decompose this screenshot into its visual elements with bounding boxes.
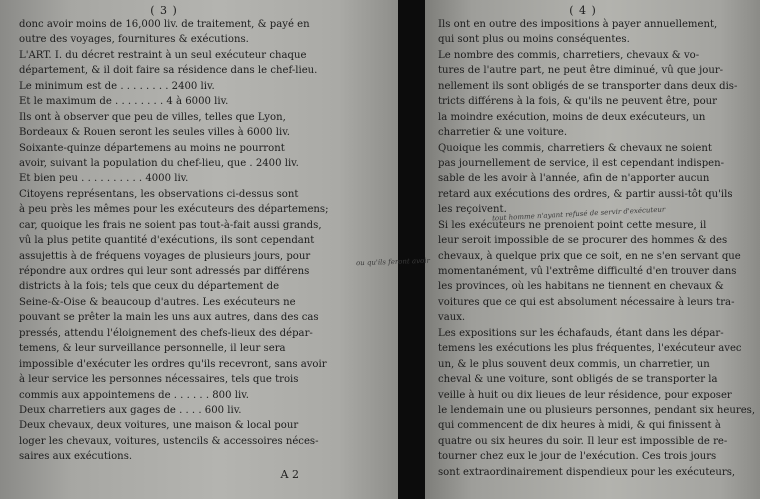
text-line: qui sont plus ou moins conséquentes. (438, 34, 630, 46)
text-line: Le nombre des commis, charretiers, chevaux & vo- (438, 49, 700, 61)
text-line: chevaux, à quelque prix que ce soit, en ne s'en servant que (438, 250, 741, 262)
text-line: à peu près les mêmes pour les exécuteurs des départemens; (19, 204, 329, 216)
text-line: temens, & leur surveillance personnelle, il leur sera (19, 343, 286, 355)
text-line: Et le maximum de . . . . . . . . 4 à 6000 liv. (19, 96, 229, 108)
right-page-number: ( 4 ) (569, 4, 597, 17)
text-line: districts à la fois; tels que ceux du département de (19, 281, 280, 293)
text-line: saires aux exécutions. (19, 451, 133, 463)
text-line: qui commencent de dix heures à midi, & qui finissent à (438, 420, 721, 432)
text-line: voitures que ce qui est absolument nécessaire à leurs tra- (438, 296, 735, 308)
text-line: Deux charretiers aux gages de . . . . 600 liv. (19, 404, 242, 416)
book-gutter (398, 0, 425, 499)
right-page-body (438, 17, 760, 480)
text-line: un, & le plus souvent deux commis, un charretier, un (438, 358, 710, 370)
text-line: vaux. (438, 312, 466, 324)
text-line: cheval & une voiture, sont obligés de se transporter la (438, 374, 718, 386)
left-page-number: ( 3 ) (150, 4, 178, 17)
text-line: outre des voyages, fournitures & exécutions. (19, 34, 249, 46)
text-line: nellement ils sont obligés de se transporter dans deux dis- (438, 80, 738, 92)
text-line: pouvant se prêter la main les uns aux autres, dans des cas (19, 312, 319, 324)
text-line: Bordeaux & Rouen seront les seules villes à 6000 liv. (19, 127, 290, 139)
left-page-body (19, 17, 398, 465)
text-line: loger les chevaux, voitures, ustencils & accessoires néces- (19, 435, 319, 447)
text-line: temens les exécutions les plus fréquentes, l'exécuteur avec (438, 343, 742, 355)
text-line: L'ART. I. du décret restraint à un seul exécuteur chaque (19, 49, 307, 61)
text-line: charretier & une voiture. (438, 127, 568, 139)
text-line: car, quoique les frais ne soient pas tout-à-fait aussi grands, (19, 219, 322, 231)
text-line: Seine-&-Oise & beaucoup d'autres. Les exécuteurs ne (19, 296, 296, 308)
text-line: à leur service les personnes nécessaires, tels que trois (19, 374, 299, 386)
handwritten-inline-note: tout homme n'ayant refusé de servir d'exécuteur (491, 205, 666, 223)
text-line: Soixante-quinze départemens au moins ne pourront (19, 142, 285, 154)
text-line: tures de l'autre part, ne peut être diminué, vû que jour- (438, 65, 724, 77)
right-page (425, 0, 760, 499)
text-line: retard aux exécutions des ordres, & partir aussi-tôt qu'ils (438, 188, 733, 200)
text-line: impossible d'exécuter les ordres qu'ils recevront, sans avoir (19, 358, 327, 370)
text-line: quatre ou six heures du soir. Il leur est impossible de re- (438, 435, 728, 447)
left-page-signature: A 2 (280, 467, 299, 481)
text-line: pressés, attendu l'éloignement des chefs-lieux des dépar- (19, 327, 313, 339)
text-line: pas journellement de service, il est cependant indispen- (438, 157, 725, 169)
text-line: le lendemain une ou plusieurs personnes, pendant six heures, (438, 404, 756, 416)
text-line: répondre aux ordres qui leur sont adressés par différens (19, 266, 310, 277)
text-line: avoir, suivant la population du chef-lieu, que . 2400 liv. (19, 157, 299, 169)
text-line: Les expositions sur les échafauds, étant dans les dépar- (438, 327, 724, 339)
text-line: commis aux appointemens de . . . . . . 800 liv. (19, 389, 249, 401)
text-line: tourner chez eux le jour de l'exécution. Ces trois jours (438, 451, 717, 463)
text-line: Ils ont en outre des impositions à payer annuellement, (438, 19, 718, 30)
text-line: Le minimum est de . . . . . . . . 2400 liv. (19, 80, 215, 92)
text-line: Quoique les commis, charretiers & chevaux ne soient (438, 142, 712, 154)
text-line: Ils ont à observer que peu de villes, telles que Lyon, (19, 111, 286, 123)
text-line: Citoyens représentans, les observations ci-dessus sont (19, 188, 299, 200)
text-line: vû la plus petite quantité d'exécutions, ils sont cependant (19, 235, 315, 247)
text-line: Et bien peu . . . . . . . . . . 4000 liv. (19, 173, 189, 185)
text-line: veille à huit ou dix lieues de leur résidence, pour exposer (438, 389, 732, 401)
text-line: Si les exécuteurs ne prenoient point cette mesure, il (438, 219, 707, 231)
text-line: les reçoivent. (438, 204, 507, 216)
text-line: tricts différens à la fois, & qu'ils ne peuvent être, pour (438, 96, 717, 108)
text-line: la moindre exécution, moins de deux exécuteurs, un (438, 111, 706, 123)
text-line: assujettis à de fréquens voyages de plusieurs jours, pour (19, 250, 311, 262)
text-line: Deux chevaux, deux voitures, une maison & local pour (19, 420, 299, 432)
text-line: sont extraordinairement dispendieux pour les exécuteurs, (438, 466, 736, 478)
text-line: département, & il doit faire sa résidence dans le chef-lieu. (19, 65, 318, 77)
text-line: momentanément, vû l'extrême difficulté d'en trouver dans (438, 266, 737, 277)
text-line: sable de les avoir à l'année, afin de n'apporter aucun (438, 173, 710, 185)
handwritten-margin-note: ou qu'ils feront avoir (355, 256, 431, 268)
text-line: leur seroit impossible de se procurer des hommes & des (438, 235, 728, 247)
text-line: donc avoir moins de 16,000 liv. de traitement, & payé en (19, 19, 310, 30)
text-line: les provinces, où les habitans ne tiennent en chevaux & (438, 281, 724, 293)
